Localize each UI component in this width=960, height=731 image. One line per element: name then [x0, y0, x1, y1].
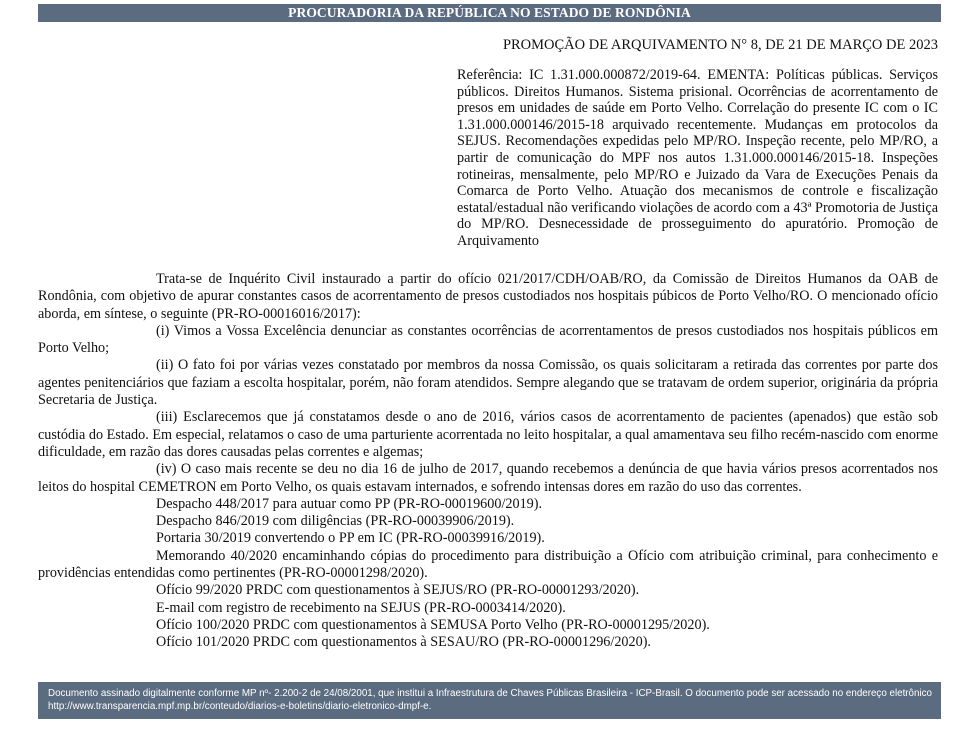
paragraph-despacho-846: Despacho 846/2019 com diligências (PR-RO-00039906/2019). [156, 513, 515, 530]
paragraph-despacho-448: Despacho 448/2017 para autuar como PP (PR-RO-00019600/2019). [156, 495, 543, 512]
footer-text: Documento assinado digitalmente conforme MP nº- 2.200-2 de 24/08/2001, que institui a Infraestrutura de Chaves Públicas Brasileira - ICP-Brasil. O documento pode ser acessado no endereço eletrônico http://www.transparencia.mpf.mp.br/conteudo/diarios-e-boletins/diario-eletronico-dmpf-e. [48, 688, 932, 712]
paragraph-item-iv: (iv) O caso mais recente se deu no dia 16 de julho de 2017, quando recebemos a denúncia de que havia vários presos acorrentados nos leitos do hospital CEMETRON em Porto Velho, os quais estavam internados, e sofrendo intensas dores em razão do uso das correntes. [38, 461, 938, 495]
paragraph-item-i: (i) Vimos a Vossa Excelência denunciar as constantes ocorrências de acorrentamentos de presos custodiados nos hospitais públicos em Porto Velho; [38, 322, 938, 357]
paragraph-item-ii: (ii) O fato foi por várias vezes constatado por membros da nossa Comissão, os quais solicitaram a retirada das correntes por parte dos agentes penitenciários que faziam a escolta hospitalar, porém, não foram atendidos. Sempre alegando que se tratavam de ordem superior, originária da própria Secretaria de Justiça. [38, 357, 938, 409]
page-header [38, 4, 941, 22]
document-title: PROMOÇÃO DE ARQUIVAMENTO N° 8, DE 21 DE MARÇO DE 2023 [502, 37, 938, 53]
paragraph-memorando-40: Memorando 40/2020 encaminhando cópias do procedimento para distribuição a Ofício com atribuição criminal, para conhecimento e providências entendidas como pertinentes (PR-RO-00001298/2020). [38, 547, 938, 582]
signature-footer [38, 682, 941, 719]
paragraph-intro: Trata-se de Inquérito Civil instaurado a partir do ofício 021/2017/CDH/OAB/RO, da Comissão de Direitos Humanos da OAB de Rondônia, com objetivo de apurar constantes casos de acorrentamento de presos custodiados nos hospitais púbicos de Porto Velho/RO. O mencionado ofício aborda, em síntese, o seguinte (PR-RO-00016016/2017): [38, 271, 938, 322]
paragraph-oficio-100: Ofício 100/2020 PRDC com questionamentos à SEMUSA Porto Velho (PR-RO-00001295/2020). [156, 616, 710, 633]
header-title: PROCURADORIA DA REPÚBLICA NO ESTADO DE RONDÔNIA [288, 5, 691, 20]
document-body [38, 271, 938, 652]
paragraph-oficio-99: Ofício 99/2020 PRDC com questionamentos à SEJUS/RO (PR-RO-00001293/2020). [156, 582, 640, 599]
paragraph-oficio-101: Ofício 101/2020 PRDC com questionamentos à SESAU/RO (PR-RO-00001296/2020). [156, 634, 651, 651]
paragraph-portaria-30: Portaria 30/2019 convertendo o PP em IC (PR-RO-00039916/2019). [156, 530, 545, 547]
paragraph-email-sejus: E-mail com registro de recebimento na SEJUS (PR-RO-0003414/2020). [156, 599, 566, 616]
paragraph-item-iii: (iii) Esclarecemos que já constatamos desde o ano de 2016, vários casos de acorrentamento de pacientes (apenados) que estão sob custódia do Estado. Em especial, relatamos o caso de uma parturiente acorrentada no leito hospitalar, a qual amamentava seu filho recém-nascido com enorme dificuldade, em razão das dores causadas pelas correntes e algemas; [38, 409, 938, 460]
ementa-block: Referência: IC 1.31.000.000872/2019-64. EMENTA: Políticas públicas. Serviços públicos. Direitos Humanos. Sistema prisional. Ocorrências de acorrentamento de presos em unidades de saúde em Porto Velho. Correlação do presente IC com o IC 1.31.000.000146/2015-18 arquivado recentemente. Mudanças em protocolos da SEJUS. Recomendações expedidas pelo MP/RO. Inspeção recente, pelo MP/RO, a partir de comunicação do MPF nos autos 1.31.000.000146/2015-18. Inspeções rotineiras, mensalmente, pelo MP/RO e Juizado da Vara de Execuções Penais da Comarca de Porto Velho. Atuação dos mecanismos de controle e fiscalização estatal/estadual não verificando violações de acordo com a 43ª Promotoria de Justiça do MP/RO. Desnecessidade de prosseguimento do apuratório. Promoção de Arquivamento [457, 67, 938, 249]
